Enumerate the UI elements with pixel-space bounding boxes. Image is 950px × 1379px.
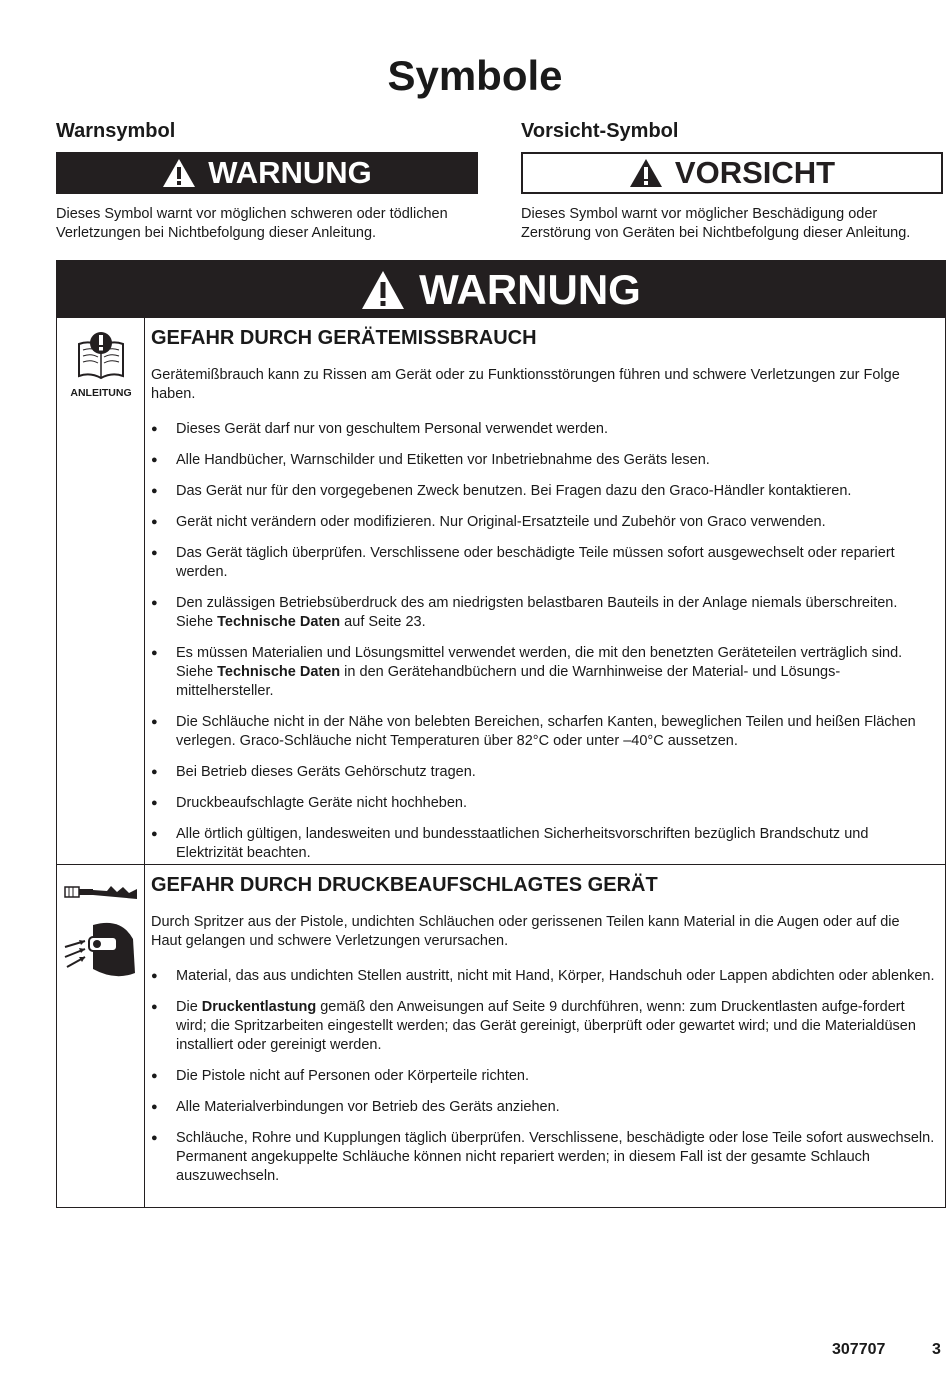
caution-banner-small	[521, 152, 943, 194]
list-item: ● Das Gerät täglich überprüfen. Verschlissene oder beschädigte Teile müssen sofort ausgewechselt oder repariert werden.	[151, 544, 936, 582]
list-item: ● Material, das aus undichten Stellen austritt, nicht mit Hand, Körper, Handschuh oder Lappen abdichten oder ablenken.	[151, 967, 936, 986]
desc-line: Verletzungen bei Nichtbefolgung dieser Anleitung.	[56, 225, 377, 241]
section-icon-column	[57, 318, 145, 864]
section-content	[151, 318, 941, 875]
desc-line: Zerstörung von Geräten bei Nichtbefolgung dieser Anleitung.	[521, 225, 911, 241]
page-title: Symbole	[387, 52, 563, 99]
list-item: ● Druckbeaufschlagte Geräte nicht hochheben.	[151, 794, 936, 813]
section-content	[151, 865, 941, 1198]
document-number: 307707	[832, 1341, 886, 1358]
caution-symbol-heading: Vorsicht-Symbol	[521, 120, 679, 142]
bold-reference: Technische Daten	[217, 664, 341, 680]
list-item: ● Alle örtlich gültigen, landesweiten und bundesstaatlichen Sicherheitsvorschriften bezüglich Brandschutz und Elektrizität beachten.	[151, 825, 936, 863]
bold-reference: Druckentlastung	[201, 999, 317, 1015]
misuse-hazard-section	[57, 318, 945, 864]
manual-icon-label: ANLEITUNG	[70, 387, 132, 399]
caution-symbol-description	[521, 205, 950, 243]
section-title: GEFAHR DURCH DRUCKBEAUFSCHLAGTES GERÄT	[151, 874, 658, 896]
list-item: ● Dieses Gerät darf nur von geschultem Personal verwendet werden.	[151, 420, 936, 439]
warning-box-banner-label: WARNUNG	[419, 265, 641, 313]
warning-box	[56, 260, 946, 1208]
list-item: ● Den zulässigen Betriebsüberdruck des am niedrigsten belastbaren Bauteils in der Anlage niemals überschreiten. Siehe Technische Daten auf Seite 23.	[151, 594, 936, 632]
list-item: ● Das Gerät nur für den vorgegebenen Zweck benutzen. Bei Fragen dazu den Graco-Händler kontaktieren.	[151, 482, 936, 501]
desc-line: Dieses Symbol warnt vor möglichen schweren oder tödlichen	[56, 206, 448, 222]
section-intro: Gerätemißbrauch kann zu Rissen am Gerät oder zu Funktionsstörungen führen und schwere Verletzungen zur Folge haben.	[151, 367, 900, 402]
section-title: GEFAHR DURCH GERÄTEMISSBRAUCH	[151, 327, 537, 349]
list-item: ● Alle Materialverbindungen vor Betrieb des Geräts anziehen.	[151, 1098, 936, 1117]
list-item: ● Schläuche, Rohre und Kupplungen täglich überprüfen. Verschlissene, beschädigte oder lose Teile sofort auswechseln. Permanent angekuppelte Schläuche können nicht repariert werden; in diesem Fall ist der gesamte Schlauch auszuwechseln.	[151, 1129, 936, 1186]
manual-book-icon	[76, 330, 126, 380]
section-icon-column	[57, 865, 145, 1207]
desc-line: Dieses Symbol warnt vor möglicher Beschädigung oder	[521, 206, 878, 222]
list-item: ● Alle Handbücher, Warnschilder und Etiketten vor Inbetriebnahme des Geräts lesen.	[151, 451, 936, 470]
caution-banner-label: VORSICHT	[674, 155, 836, 190]
list-item: ● Die Pistole nicht auf Personen oder Körperteile richten.	[151, 1067, 936, 1086]
bold-reference: Technische Daten	[217, 614, 341, 630]
warning-triangle-icon	[162, 158, 196, 188]
warning-symbol-heading: Warnsymbol	[56, 120, 176, 142]
warning-triangle-icon	[361, 270, 405, 310]
warning-banner-label: WARNUNG	[208, 155, 372, 190]
list-item: ● Es müssen Materialien und Lösungsmittel verwendet werden, die mit den benetzten Geräteteilen verträglich sind. Siehe Technische Daten in den Gerätehandbüchern und die Warnhinweise der Material- und Lösungs-mittelhersteller.	[151, 644, 936, 701]
bullet-list	[151, 967, 941, 1186]
page-number: 3	[932, 1341, 941, 1358]
list-item: ● Bei Betrieb dieses Geräts Gehörschutz tragen.	[151, 763, 936, 782]
warning-symbol-description	[56, 205, 486, 243]
eye-protection-icon	[63, 917, 139, 981]
warning-box-banner	[57, 261, 945, 318]
spray-gun-icon	[63, 881, 139, 903]
list-item: ● Die Schläuche nicht in der Nähe von belebten Bereichen, scharfen Kanten, beweglichen Teilen und heißen Flächen verlegen. Graco-Schläuche nicht Temperaturen über 82°C oder unter –40°C aussetzen.	[151, 713, 936, 751]
list-item: ● Gerät nicht verändern oder modifizieren. Nur Original-Ersatzteile und Zubehör von Graco verwenden.	[151, 513, 936, 532]
warning-banner-small	[56, 152, 478, 194]
warning-triangle-icon	[629, 158, 663, 188]
section-intro: Durch Spritzer aus der Pistole, undichten Schläuchen oder gerissenen Teilen kann Material in die Augen oder auf die Haut gelangen und schwere Verletzungen verursachen.	[151, 914, 900, 949]
list-item: ● Die Druckentlastung gemäß den Anweisungen auf Seite 9 durchführen, wenn: zum Druckentlasten aufge-fordert wird; die Spritzarbeiten eingestellt werden; das Gerät gereinigt, überprüft oder gewartet wird; und die Materialdüsen installiert oder gereinigt werden.	[151, 998, 936, 1055]
pressure-hazard-section	[57, 865, 945, 1207]
bullet-list	[151, 420, 941, 863]
